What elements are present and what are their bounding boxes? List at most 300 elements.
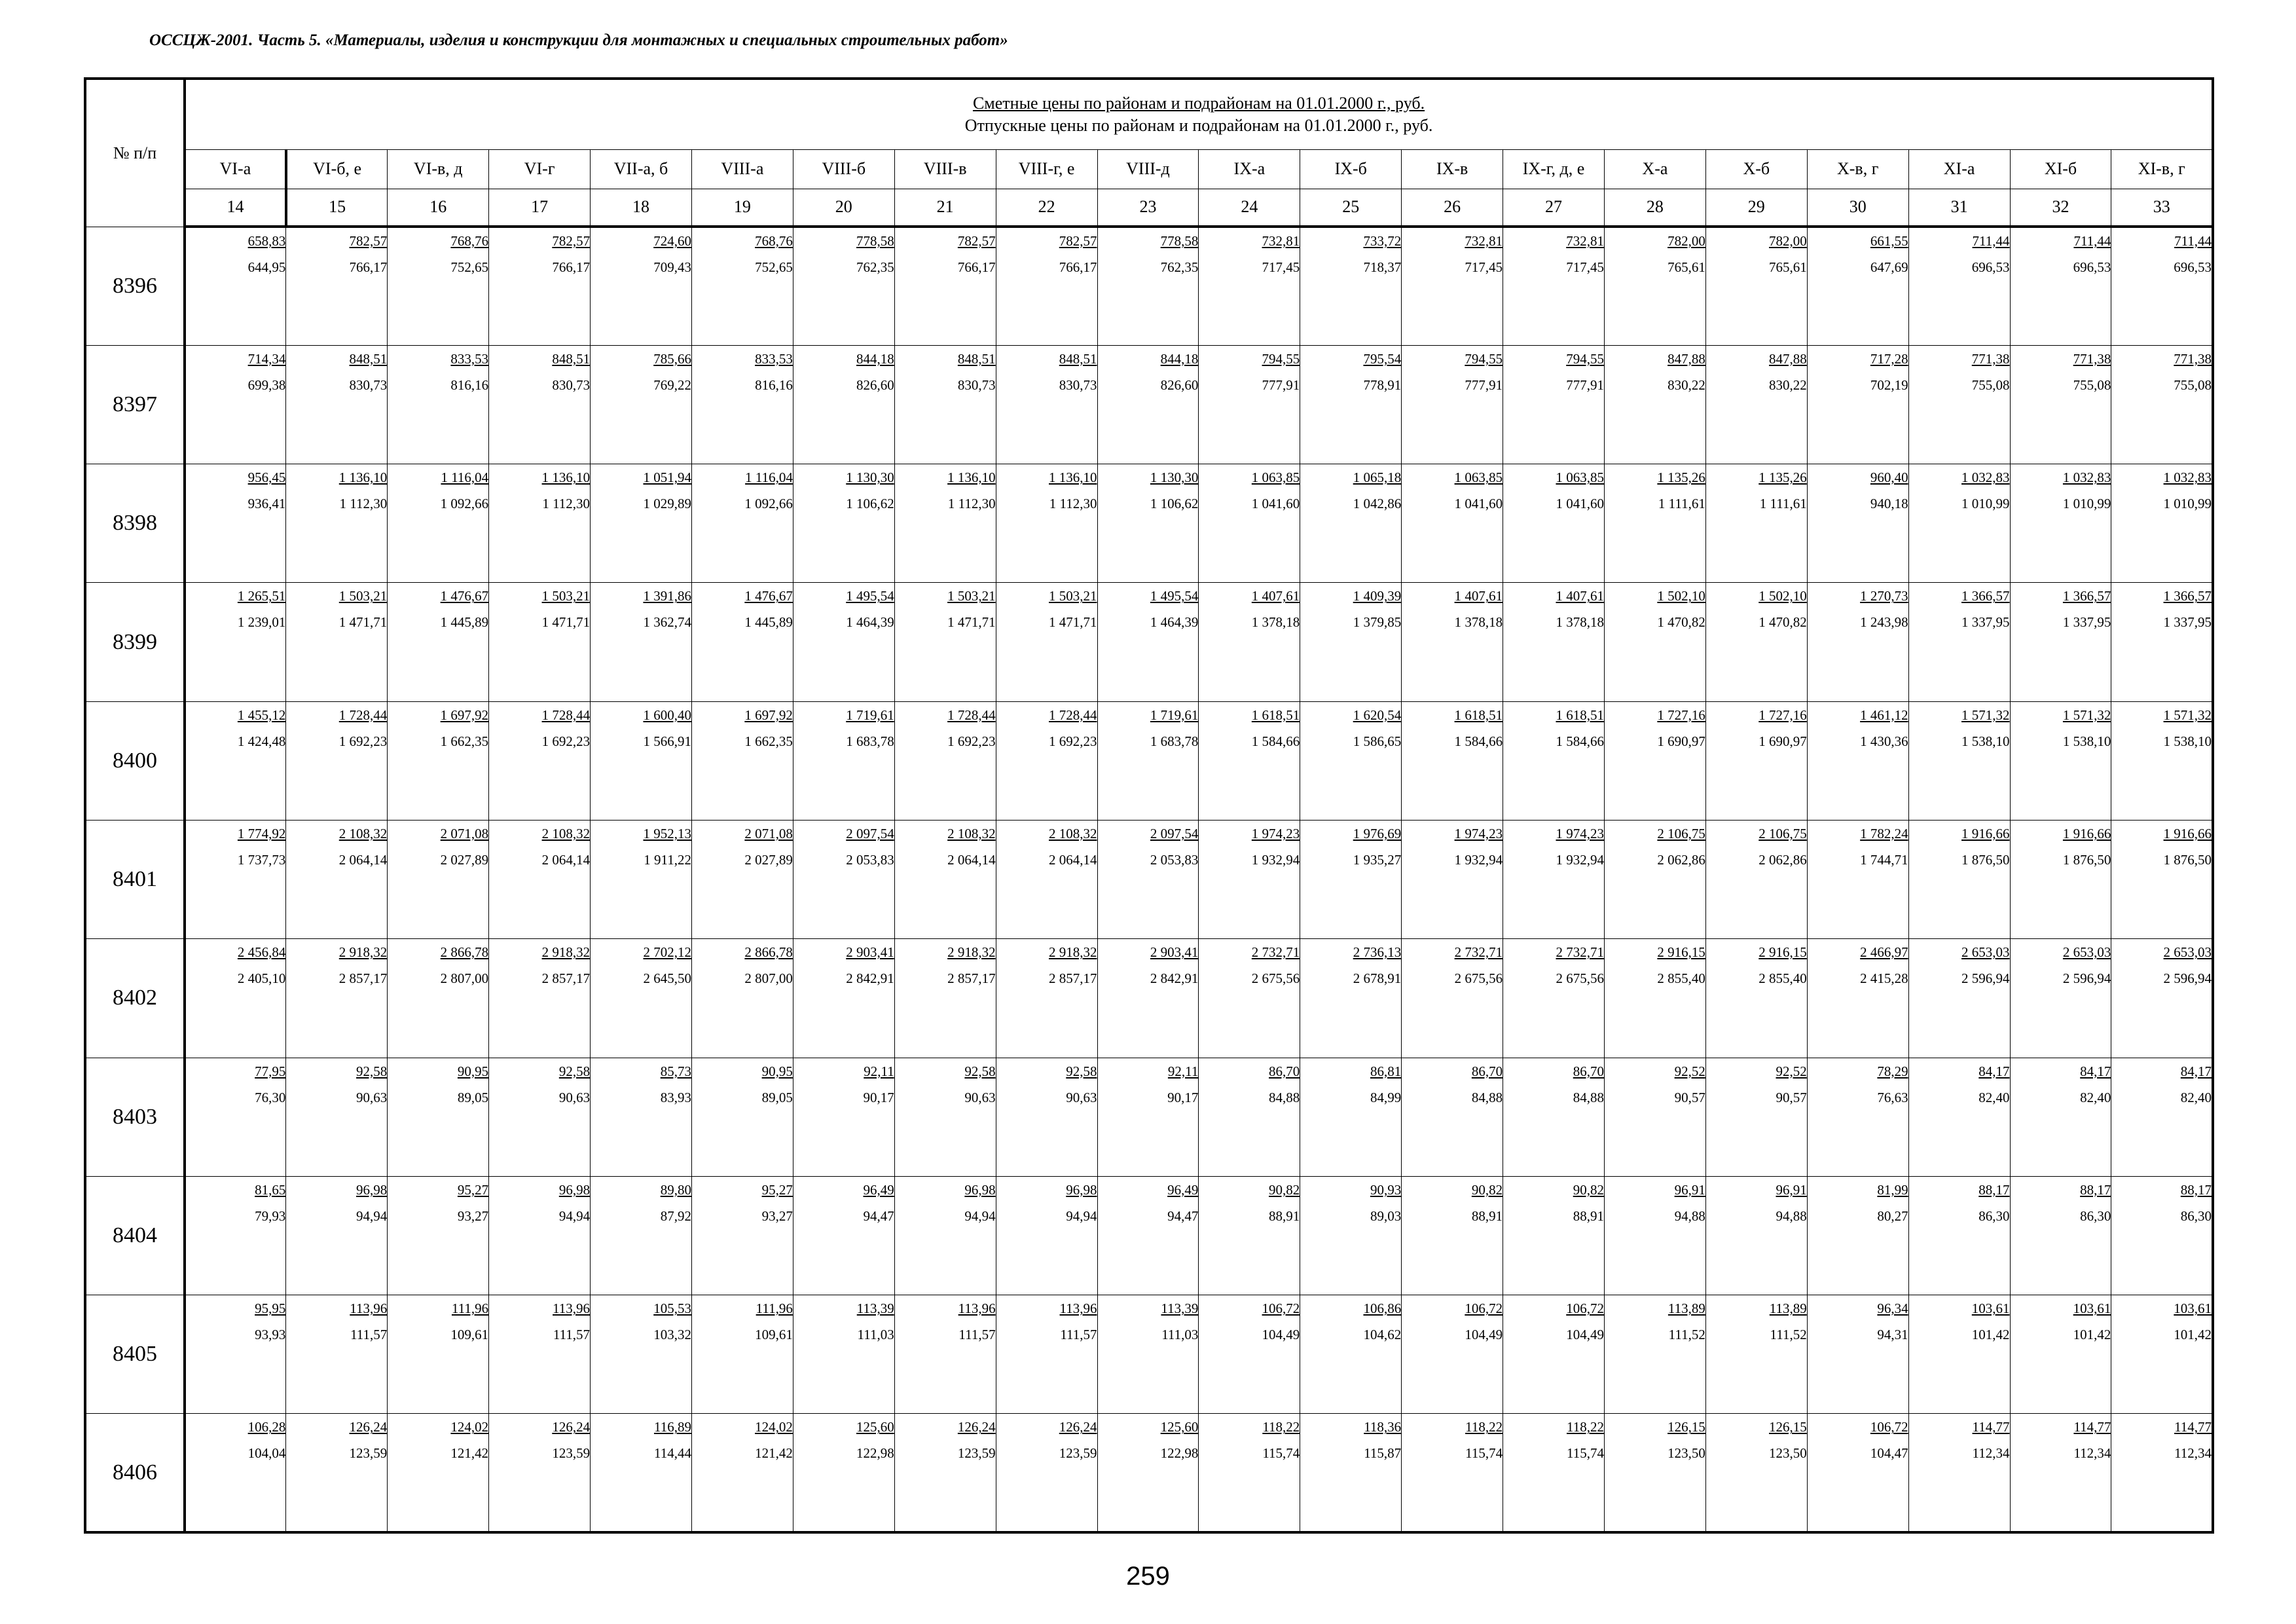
release-price: 1 876,50 [2163, 851, 2212, 868]
release-price: 94,47 [1167, 1208, 1199, 1224]
estimate-price: 84,17 [2080, 1063, 2111, 1079]
estimate-price: 90,95 [761, 1063, 793, 1079]
release-price: 88,91 [1269, 1208, 1300, 1224]
estimate-price: 782,00 [1667, 233, 1705, 249]
estimate-price: 1 136,10 [338, 470, 388, 486]
price-cell [2111, 820, 2213, 938]
estimate-price: 2 653,03 [2163, 944, 2212, 961]
row-id: 8401 [85, 820, 185, 938]
price-cell [1402, 583, 1503, 701]
release-price: 766,17 [957, 259, 996, 275]
estimate-price: 2 466,97 [1860, 944, 1908, 961]
estimate-price: 848,51 [552, 350, 591, 367]
price-cell [1807, 1176, 1908, 1295]
price-cell [1503, 227, 1605, 345]
region-header: VI-а [185, 149, 286, 189]
price-cell [286, 345, 388, 464]
release-price: 90,17 [1167, 1089, 1199, 1105]
estimate-price: 126,24 [1059, 1419, 1097, 1435]
price-cell [1604, 1058, 1705, 1176]
price-cell [1503, 1058, 1605, 1176]
estimate-price: 1 618,51 [1556, 707, 1604, 723]
estimate-price: 1 916,66 [1961, 825, 2010, 841]
release-price: 1 464,39 [1150, 614, 1199, 631]
price-cell [185, 1414, 286, 1532]
price-cell [1807, 701, 1908, 820]
estimate-price: 1 503,21 [338, 588, 388, 604]
price-cell [185, 464, 286, 583]
price-cell [996, 227, 1097, 345]
estimate-price: 85,73 [660, 1063, 691, 1079]
estimate-price: 778,58 [1160, 233, 1199, 249]
estimate-price: 711,44 [2073, 233, 2111, 249]
estimate-price: 1 976,69 [1353, 825, 1402, 841]
release-price: 101,42 [2174, 1327, 2212, 1343]
release-price: 752,65 [755, 259, 793, 275]
release-price: 1 010,99 [2062, 496, 2111, 512]
release-price: 830,73 [349, 377, 388, 393]
release-price: 1 445,89 [440, 614, 489, 631]
release-price: 90,17 [863, 1089, 894, 1105]
release-price: 84,88 [1269, 1089, 1300, 1105]
price-cell [1908, 1176, 2010, 1295]
release-price: 104,49 [1465, 1327, 1503, 1343]
estimate-price: 88,17 [1978, 1181, 2010, 1198]
price-cell [894, 1295, 996, 1414]
estimate-price: 844,18 [856, 350, 894, 367]
release-price: 90,63 [964, 1089, 996, 1105]
row-id: 8399 [85, 583, 185, 701]
estimate-price: 111,96 [451, 1301, 489, 1317]
price-cell [185, 701, 286, 820]
release-price: 765,61 [1769, 259, 1807, 275]
estimate-price: 89,80 [660, 1181, 691, 1198]
estimate-price: 113,39 [1161, 1301, 1199, 1317]
price-cell [2111, 583, 2213, 701]
price-cell [1807, 1058, 1908, 1176]
price-cell [691, 701, 793, 820]
release-price: 2 027,89 [744, 851, 793, 868]
estimate-price: 1 366,57 [1961, 588, 2010, 604]
release-price: 2 678,91 [1353, 970, 1402, 987]
row-id: 8397 [85, 345, 185, 464]
release-price: 123,59 [1059, 1445, 1097, 1462]
price-cell [1402, 939, 1503, 1058]
price-cell [894, 701, 996, 820]
price-cell [2010, 939, 2111, 1058]
estimate-price: 106,28 [247, 1419, 286, 1435]
page-number: 259 [1126, 1562, 1170, 1591]
estimate-price: 2 916,15 [1758, 944, 1807, 961]
price-cell [691, 227, 793, 345]
table-row [85, 701, 2213, 820]
estimate-price: 848,51 [957, 350, 996, 367]
release-price: 830,22 [1667, 377, 1705, 393]
release-price: 1 584,66 [1556, 733, 1604, 749]
estimate-price: 81,65 [255, 1181, 286, 1198]
estimate-price: 126,24 [552, 1419, 591, 1435]
release-price: 826,60 [856, 377, 894, 393]
release-price: 93,27 [457, 1208, 489, 1224]
price-cell [2010, 1295, 2111, 1414]
price-cell [1402, 227, 1503, 345]
estimate-price: 1 728,44 [947, 707, 996, 723]
estimate-price: 90,95 [457, 1063, 489, 1079]
estimate-price: 1 116,04 [745, 470, 793, 486]
release-price: 104,04 [247, 1445, 286, 1462]
estimate-price: 1 116,04 [441, 470, 489, 486]
estimate-price: 1 461,12 [1860, 707, 1908, 723]
price-cell [2111, 1058, 2213, 1176]
price-cell [1300, 227, 1402, 345]
release-price: 111,03 [1161, 1327, 1199, 1343]
estimate-price: 1 409,39 [1353, 588, 1402, 604]
estimate-price: 96,34 [1877, 1301, 1908, 1317]
estimate-price: 2 736,13 [1353, 944, 1402, 961]
release-price: 111,57 [553, 1327, 591, 1343]
region-header: VII-а, б [591, 149, 692, 189]
release-price: 2 596,94 [2163, 970, 2212, 987]
estimate-price: 714,34 [247, 350, 286, 367]
release-price: 2 064,14 [947, 851, 996, 868]
release-price: 1 337,95 [2163, 614, 2212, 631]
release-price: 1 683,78 [1150, 733, 1199, 749]
release-price: 1 464,39 [846, 614, 894, 631]
price-cell [185, 345, 286, 464]
release-price: 111,52 [1770, 1327, 1807, 1343]
price-cell [591, 1295, 692, 1414]
price-cell [1199, 227, 1300, 345]
price-cell [1705, 1058, 1807, 1176]
release-price: 1 470,82 [1657, 614, 1705, 631]
price-cell [793, 464, 894, 583]
estimate-price: 1 065,18 [1353, 470, 1402, 486]
price-cell [1908, 583, 2010, 701]
price-cell [1908, 820, 2010, 938]
release-price: 1 692,23 [947, 733, 996, 749]
release-price: 94,94 [964, 1208, 996, 1224]
price-cell [1807, 820, 1908, 938]
price-cell [2010, 820, 2111, 938]
release-price: 115,74 [1262, 1445, 1300, 1462]
price-cell [1402, 701, 1503, 820]
price-cell [1604, 1414, 1705, 1532]
estimate-price: 1 697,92 [440, 707, 489, 723]
price-cell [1097, 820, 1199, 938]
estimate-price: 124,02 [755, 1419, 793, 1435]
estimate-price: 1 719,61 [1150, 707, 1199, 723]
estimate-price: 1 063,85 [1251, 470, 1300, 486]
price-cell [1705, 1414, 1807, 1532]
estimate-price: 1 366,57 [2163, 588, 2212, 604]
release-price: 1 911,22 [644, 851, 691, 868]
release-price: 123,59 [349, 1445, 388, 1462]
release-price: 94,94 [1066, 1208, 1097, 1224]
estimate-price: 106,72 [1566, 1301, 1604, 1317]
estimate-price: 2 106,75 [1657, 825, 1705, 841]
price-cell [1300, 464, 1402, 583]
price-cell [1300, 1295, 1402, 1414]
release-price: 1 111,61 [1759, 496, 1807, 512]
estimate-price: 1 502,10 [1758, 588, 1807, 604]
release-price: 94,88 [1776, 1208, 1807, 1224]
price-cell [793, 701, 894, 820]
document-header: ОССЦЖ-2001. Часть 5. «Материалы, изделия и конструкции для монтажных и специальных строительных работ» [149, 31, 1008, 49]
price-cell [691, 583, 793, 701]
release-price: 765,61 [1667, 259, 1705, 275]
price-cell [1199, 820, 1300, 938]
price-cell [1705, 701, 1807, 820]
region-header: XI-а [1908, 149, 2010, 189]
estimate-price: 1 727,16 [1758, 707, 1807, 723]
release-price: 2 857,17 [947, 970, 996, 987]
estimate-price: 2 456,84 [237, 944, 286, 961]
release-price: 2 675,56 [1556, 970, 1604, 987]
estimate-price: 1 618,51 [1454, 707, 1503, 723]
price-cell [1807, 583, 1908, 701]
estimate-price: 795,54 [1363, 350, 1402, 367]
estimate-price: 113,39 [856, 1301, 894, 1317]
table-row [85, 1058, 2213, 1176]
price-cell [185, 820, 286, 938]
estimate-price: 1 727,16 [1657, 707, 1705, 723]
price-cell [793, 1058, 894, 1176]
table-row [85, 345, 2213, 464]
release-price: 769,22 [653, 377, 691, 393]
release-price: 103,32 [653, 1327, 691, 1343]
estimate-price: 724,60 [653, 233, 691, 249]
price-cell [1097, 583, 1199, 701]
price-cell [793, 1295, 894, 1414]
price-cell [1300, 1414, 1402, 1532]
estimate-price: 1 136,10 [541, 470, 591, 486]
estimate-price: 717,28 [1870, 350, 1908, 367]
price-cell [1503, 583, 1605, 701]
estimate-price: 794,55 [1262, 350, 1300, 367]
price-cell [489, 464, 591, 583]
estimate-price: 1 502,10 [1657, 588, 1705, 604]
estimate-price: 733,72 [1363, 233, 1402, 249]
release-price: 114,44 [653, 1445, 691, 1462]
release-price: 826,60 [1160, 377, 1199, 393]
estimate-price: 113,96 [350, 1301, 388, 1317]
estimate-price: 113,96 [1059, 1301, 1097, 1317]
price-cell [1199, 1295, 1300, 1414]
release-price: 104,49 [1566, 1327, 1604, 1343]
estimate-price: 782,57 [957, 233, 996, 249]
estimate-price: 1 051,94 [643, 470, 691, 486]
estimate-price: 111,96 [756, 1301, 793, 1317]
region-header: VIII-б [793, 149, 894, 189]
row-id: 8402 [85, 939, 185, 1058]
price-cell [591, 227, 692, 345]
price-cell [2010, 345, 2111, 464]
estimate-price: 1 495,54 [846, 588, 894, 604]
estimate-price: 732,81 [1465, 233, 1503, 249]
price-cell [1908, 227, 2010, 345]
price-cell [894, 227, 996, 345]
price-cell [1300, 701, 1402, 820]
price-cell [388, 1414, 489, 1532]
estimate-price: 711,44 [1972, 233, 2010, 249]
release-price: 1 932,94 [1454, 851, 1503, 868]
release-price: 1 092,66 [744, 496, 793, 512]
price-cell [691, 464, 793, 583]
column-number: 25 [1300, 189, 1402, 227]
estimate-price: 785,66 [653, 350, 691, 367]
estimate-price: 88,17 [2180, 1181, 2212, 1198]
price-cell [1503, 345, 1605, 464]
release-price: 109,61 [755, 1327, 793, 1343]
release-price: 1 471,71 [1049, 614, 1097, 631]
estimate-price: 96,49 [1167, 1181, 1199, 1198]
release-price: 1 538,10 [2163, 733, 2212, 749]
estimate-price: 2 653,03 [1961, 944, 2010, 961]
release-price: 90,63 [558, 1089, 591, 1105]
column-number: 20 [793, 189, 894, 227]
release-price: 1 471,71 [947, 614, 996, 631]
price-cell [185, 1058, 286, 1176]
release-price: 2 064,14 [338, 851, 388, 868]
estimate-price: 1 952,13 [643, 825, 691, 841]
estimate-price: 2 108,32 [541, 825, 591, 841]
row-id: 8404 [85, 1176, 185, 1295]
estimate-price: 96,98 [558, 1181, 591, 1198]
release-price: 2 807,00 [744, 970, 793, 987]
estimate-price: 2 918,32 [541, 944, 591, 961]
estimate-price: 116,89 [653, 1419, 691, 1435]
release-price: 86,30 [1978, 1208, 2010, 1224]
estimate-price: 1 063,85 [1556, 470, 1604, 486]
release-price: 1 362,74 [643, 614, 691, 631]
release-price: 2 596,94 [2062, 970, 2111, 987]
price-cell [691, 1176, 793, 1295]
release-price: 816,16 [755, 377, 793, 393]
price-cell [1199, 464, 1300, 583]
column-number: 28 [1604, 189, 1705, 227]
estimate-price: 118,22 [1465, 1419, 1503, 1435]
price-cell [1199, 701, 1300, 820]
price-cell [1908, 1295, 2010, 1414]
release-price: 115,74 [1566, 1445, 1604, 1462]
estimate-price: 1 495,54 [1150, 588, 1199, 604]
release-price: 1 683,78 [846, 733, 894, 749]
price-cell [691, 820, 793, 938]
estimate-price: 1 032,83 [2062, 470, 2111, 486]
release-price: 752,65 [450, 259, 489, 275]
region-header: VI-г [489, 149, 591, 189]
row-id: 8400 [85, 701, 185, 820]
estimate-price: 848,51 [1059, 350, 1097, 367]
table-row [85, 583, 2213, 701]
estimate-price: 113,96 [553, 1301, 591, 1317]
price-cell [1604, 1295, 1705, 1414]
estimate-price: 2 071,08 [744, 825, 793, 841]
release-price: 830,73 [957, 377, 996, 393]
price-cell [286, 1295, 388, 1414]
price-cell [2010, 1176, 2111, 1295]
price-cell [388, 345, 489, 464]
estimate-price: 1 571,32 [2062, 707, 2111, 723]
region-header: VIII-г, е [996, 149, 1097, 189]
price-cell [793, 1176, 894, 1295]
price-cell [1705, 820, 1807, 938]
estimate-price: 771,38 [2073, 350, 2111, 367]
estimate-price: 103,61 [1971, 1301, 2010, 1317]
price-cell [489, 1414, 591, 1532]
estimate-price: 2 702,12 [643, 944, 691, 961]
region-header: VI-в, д [388, 149, 489, 189]
release-price: 122,98 [856, 1445, 894, 1462]
release-price: 1 337,95 [1961, 614, 2010, 631]
estimate-price: 86,81 [1370, 1063, 1402, 1079]
price-cell [489, 345, 591, 464]
estimate-price: 124,02 [450, 1419, 489, 1435]
release-price: 830,22 [1769, 377, 1807, 393]
release-price: 115,74 [1465, 1445, 1503, 1462]
price-cell [793, 583, 894, 701]
price-cell [996, 464, 1097, 583]
price-cell [691, 1295, 793, 1414]
region-header: IX-б [1300, 149, 1402, 189]
release-price: 1 744,71 [1860, 851, 1908, 868]
release-price: 1 430,36 [1860, 733, 1908, 749]
release-price: 2 027,89 [440, 851, 489, 868]
price-cell [489, 820, 591, 938]
release-price: 2 645,50 [643, 970, 691, 987]
price-cell [1908, 701, 2010, 820]
price-cell [793, 227, 894, 345]
estimate-price: 1 455,12 [237, 707, 286, 723]
price-cell [894, 1058, 996, 1176]
title-row [85, 79, 2213, 149]
release-price: 93,27 [761, 1208, 793, 1224]
release-price: 1 876,50 [1961, 851, 2010, 868]
price-cell [1503, 939, 1605, 1058]
estimate-price: 1 974,23 [1556, 825, 1604, 841]
release-price: 830,73 [1059, 377, 1097, 393]
price-cell [591, 1414, 692, 1532]
price-cell [1908, 939, 2010, 1058]
estimate-price: 2 732,71 [1251, 944, 1300, 961]
price-cell [1503, 820, 1605, 938]
release-price: 1 690,97 [1657, 733, 1705, 749]
release-price: 86,30 [2080, 1208, 2111, 1224]
price-cell [1807, 227, 1908, 345]
release-price: 89,05 [457, 1089, 489, 1105]
estimate-price: 96,49 [863, 1181, 894, 1198]
estimate-price: 92,58 [356, 1063, 388, 1079]
estimate-price: 658,83 [247, 233, 286, 249]
price-cell [489, 1176, 591, 1295]
estimate-price: 2 071,08 [440, 825, 489, 841]
price-cell [1604, 227, 1705, 345]
price-cell [489, 1295, 591, 1414]
release-price: 112,34 [2174, 1445, 2212, 1462]
release-price: 87,92 [660, 1208, 691, 1224]
estimate-price: 92,58 [558, 1063, 591, 1079]
release-price: 82,40 [1978, 1089, 2010, 1105]
price-cell [996, 701, 1097, 820]
release-price: 699,38 [247, 377, 286, 393]
price-cell [1908, 1414, 2010, 1532]
estimate-price: 106,72 [1262, 1301, 1300, 1317]
row-id: 8405 [85, 1295, 185, 1414]
estimate-price: 105,53 [653, 1301, 691, 1317]
price-cell [1097, 464, 1199, 583]
price-cell [894, 820, 996, 938]
release-price: 1 337,95 [2062, 614, 2111, 631]
